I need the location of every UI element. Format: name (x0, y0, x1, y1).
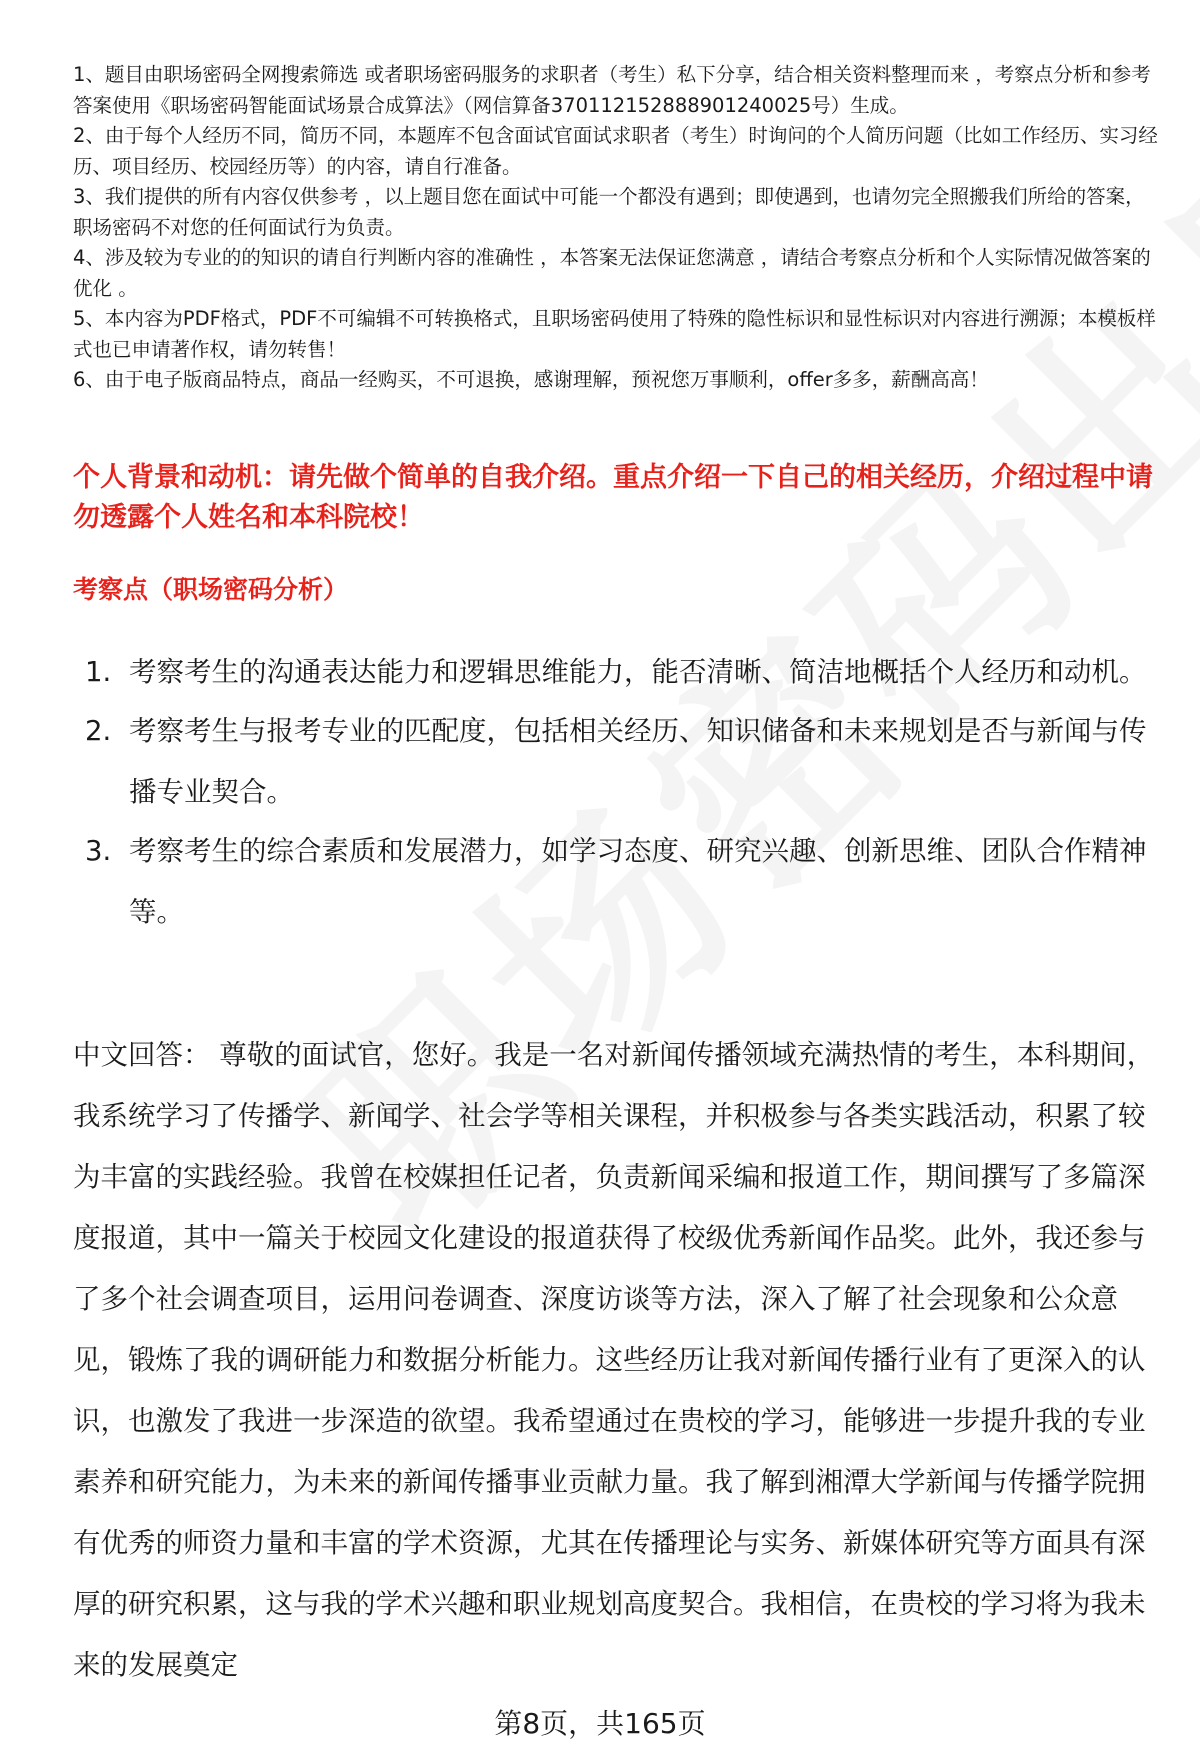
notice-item: 4、涉及较为专业的的知识的请自行判断内容的准确性 ，本答案无法保证您满意 ，请结合考察点分析和个人实际情况做答案的优化 。 (73, 246, 1151, 300)
point-text: 考察考生的沟通表达能力和逻辑思维能力，能否清晰、简洁地概括个人经历和动机。 (129, 656, 1147, 688)
analysis-point (73, 701, 1153, 823)
notice-item: 3、我们提供的所有内容仅供参考 ，以上题目您在面试中可能一个都没有遇到；即使遇到，也请勿完全照搬我们所给的答案，职场密码不对您的任何面试行为负责。 (73, 185, 1145, 239)
point-number: 2. (85, 715, 112, 747)
point-number: 3. (85, 835, 112, 867)
page-number-footer: 第8页，共165页 (494, 1707, 706, 1740)
notice-item: 5、本内容为PDF格式，PDF不可编辑不可转换格式，且职场密码使用了特殊的隐性标识和显性标识对内容进行溯源；本模板样式也已申请著作权，请勿转售！ (73, 307, 1156, 361)
analysis-point (73, 821, 1153, 943)
point-number: 1. (85, 656, 112, 688)
disclaimer-notices (73, 60, 1163, 396)
interview-question: 个人背景和动机：请先做个简单的自我介绍。重点介绍一下自己的相关经历，介绍过程中请勿透露个人姓名和本科院校！ (73, 462, 1153, 533)
analysis-section-title: 考察点（职场密码分析） (73, 575, 349, 604)
analysis-points-list (73, 642, 1153, 941)
notice-item: 2、由于每个人经历不同，简历不同，本题库不包含面试官面试求职者（考生）时询问的个人简历问题（比如工作经历、实习经历、项目经历、校园经历等）的内容，请自行准备。 (73, 124, 1158, 178)
point-text: 考察考生与报考专业的匹配度，包括相关经历、知识储备和未来规划是否与新闻与传播专业契合。 (129, 715, 1147, 808)
analysis-point (73, 642, 1153, 703)
notice-item: 1、题目由职场密码全网搜索筛选 或者职场密码服务的求职者（考生）私下分享，结合相关资料整理而来 ，考察点分析和参考答案使用《职场密码智能面试场景合成算法》（网信算备370112152888901240025号）生成。 (73, 63, 1151, 117)
point-text: 考察考生的综合素质和发展潜力，如学习态度、研究兴趣、创新思维、团队合作精神等。 (129, 835, 1147, 928)
chinese-answer: 中文回答： 尊敬的面试官，您好。我是一名对新闻传播领域充满热情的考生，本科期间，我系统学习了传播学、新闻学、社会学等相关课程，并积极参与各类实践活动，积累了较为丰富的实践经验。我曾在校媒担任记者，负责新闻采编和报道工作，期间撰写了多篇深度报道，其中一篇关于校园文化建设的报道获得了校级优秀新闻作品奖。此外，我还参与了多个社会调查项目，运用问卷调查、深度访谈等方法，深入了解了社会现象和公众意见，锻炼了我的调研能力和数据分析能力。这些经历让我对新闻传播行业有了更深入的认识，也激发了我进一步深造的欲望。我希望通过在贵校的学习，能够进一步提升我的专业素养和研究能力，为未来的新闻传播事业贡献力量。我了解到湘潭大学新闻与传播学院拥有优秀的师资力量和丰富的学术资源，尤其在传播理论与实务、新媒体研究等方面具有深厚的研究积累，这与我的学术兴趣和职业规划高度契合。我相信，在贵校的学习将为我未来的发展奠定 (73, 1039, 1155, 1681)
notice-item: 6、由于电子版商品特点，商品一经购买，不可退换，感谢理解，预祝您万事顺利，offer多多，薪酬高高！ (73, 368, 989, 391)
